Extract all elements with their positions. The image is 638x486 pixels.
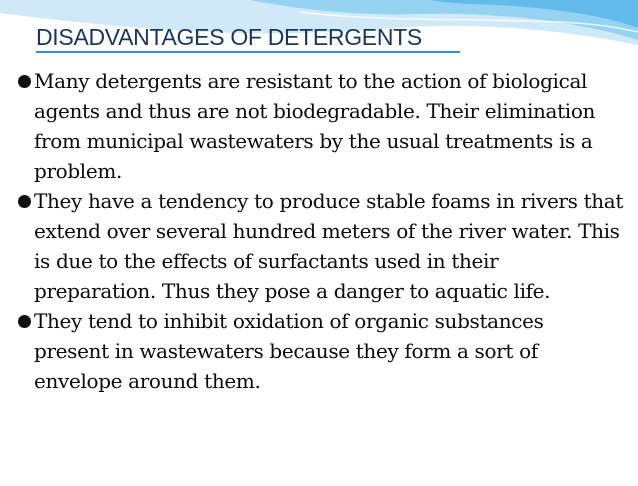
title-underline <box>36 51 460 53</box>
bullet-item <box>18 66 624 186</box>
bullet-dot-icon <box>18 195 31 208</box>
bullet-text: They tend to inhibit oxidation of organic substances present in wastewaters because they form a sort of envelope around them. <box>34 309 544 393</box>
bullet-item <box>18 306 624 396</box>
slide-title: DISADVANTAGES OF DETERGENTS <box>36 24 422 50</box>
bullet-text: They have a tendency to produce stable foams in rivers that extend over several hundred meters of the river water. This is due to the effects of surfactants used in their preparation. Thus they pose a danger to aquatic life. <box>34 189 624 303</box>
bullet-dot-icon <box>18 75 31 88</box>
bullet-list <box>18 66 624 396</box>
bullet-dot-icon <box>18 315 31 328</box>
bullet-item <box>18 186 624 306</box>
bullet-text: Many detergents are resistant to the action of biological agents and thus are not biodegradable. Their elimination from municipal wastewaters by the usual treatments is a problem. <box>34 69 596 183</box>
